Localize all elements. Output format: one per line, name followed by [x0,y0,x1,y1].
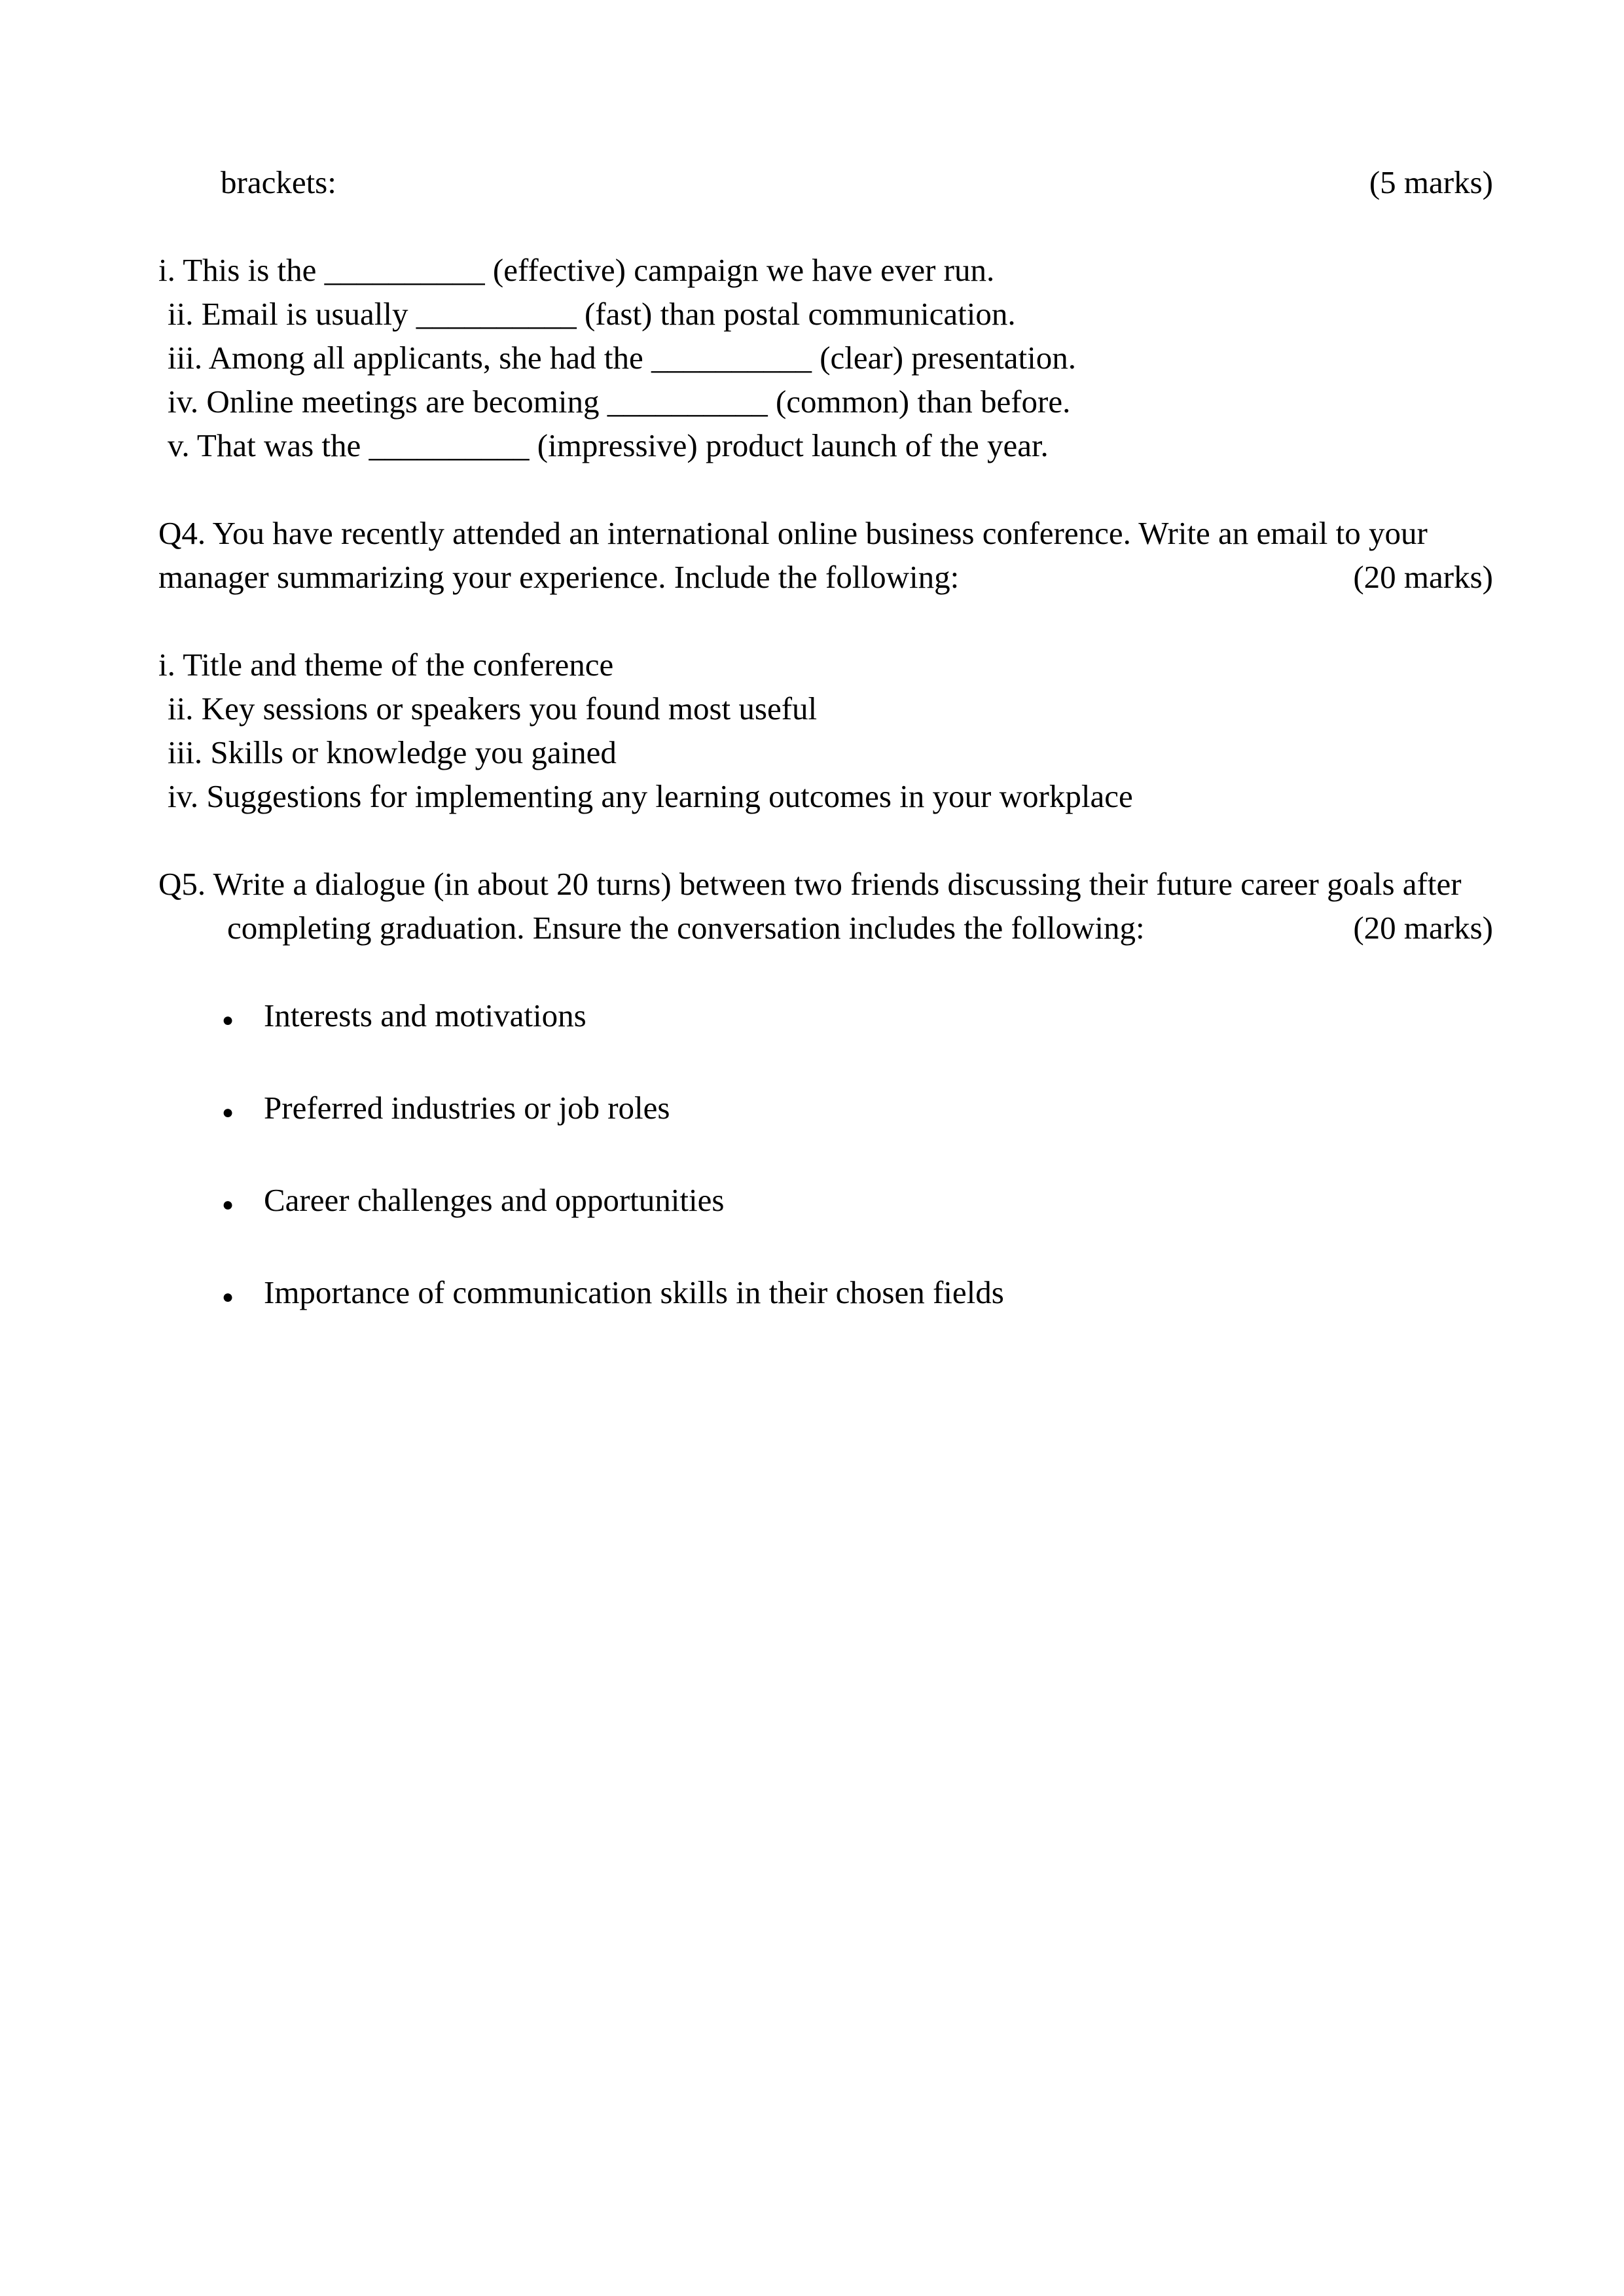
marks-20-q4: (20 marks) [1353,559,1493,595]
q5-bullet-item-4 [158,1270,1493,1319]
q5-prompt-line2-text: completing graduation. Ensure the conversation includes the following: [227,910,1145,946]
q5-bullet-text-2: Preferred industries or job roles [264,1090,670,1126]
fill-blank-item-i: i. This is the __________ (effective) campaign we have ever run. [158,252,995,288]
bullet-icon: ● [222,1286,234,1308]
q5-bullet-item-2 [158,1086,1493,1134]
q4-prompt-line2 [158,555,1493,599]
bullet-icon: ● [222,1102,234,1123]
marks-5: (5 marks) [1369,164,1493,200]
q4-item-ii: ii. Key sessions or speakers you found most useful [168,691,818,726]
q5-bullet-text-4: Importance of communication skills in their chosen fields [264,1274,1004,1310]
q5-bullet-item-1 [158,994,1493,1042]
q5-bullet-text-3: Career challenges and opportunities [264,1182,725,1218]
fill-blank-item-ii: ii. Email is usually __________ (fast) than postal communication. [168,296,1016,332]
brackets-marks-line [158,160,1493,204]
brackets-label: brackets: [221,164,336,200]
q4-item-i: i. Title and theme of the conference [158,647,614,683]
q4-item-iv: iv. Suggestions for implementing any learning outcomes in your workplace [168,778,1133,814]
fill-blank-item-iv: iv. Online meetings are becoming __________ (common) than before. [168,384,1071,420]
bullet-icon: ● [222,1194,234,1215]
q5-bullet-item-3 [158,1178,1493,1227]
fill-blank-item-iii: iii. Among all applicants, she had the __________ (clear) presentation. [168,340,1076,376]
q5-prompt-line2 [158,906,1493,950]
q4-prompt-line1: Q4. You have recently attended an international online business conference. Write an email to your [158,515,1428,551]
q4-item-iii: iii. Skills or knowledge you gained [168,734,617,770]
bullet-icon: ● [222,1009,234,1031]
q5-bullet-text-1: Interests and motivations [264,997,586,1033]
marks-20-q5: (20 marks) [1353,910,1493,946]
fill-blank-item-v: v. That was the __________ (impressive) product launch of the year. [168,427,1049,463]
q5-prompt-line1: Q5. Write a dialogue (in about 20 turns) between two friends discussing their future career goals after [158,866,1462,902]
q4-prompt-line2-text: manager summarizing your experience. Include the following: [158,559,960,595]
